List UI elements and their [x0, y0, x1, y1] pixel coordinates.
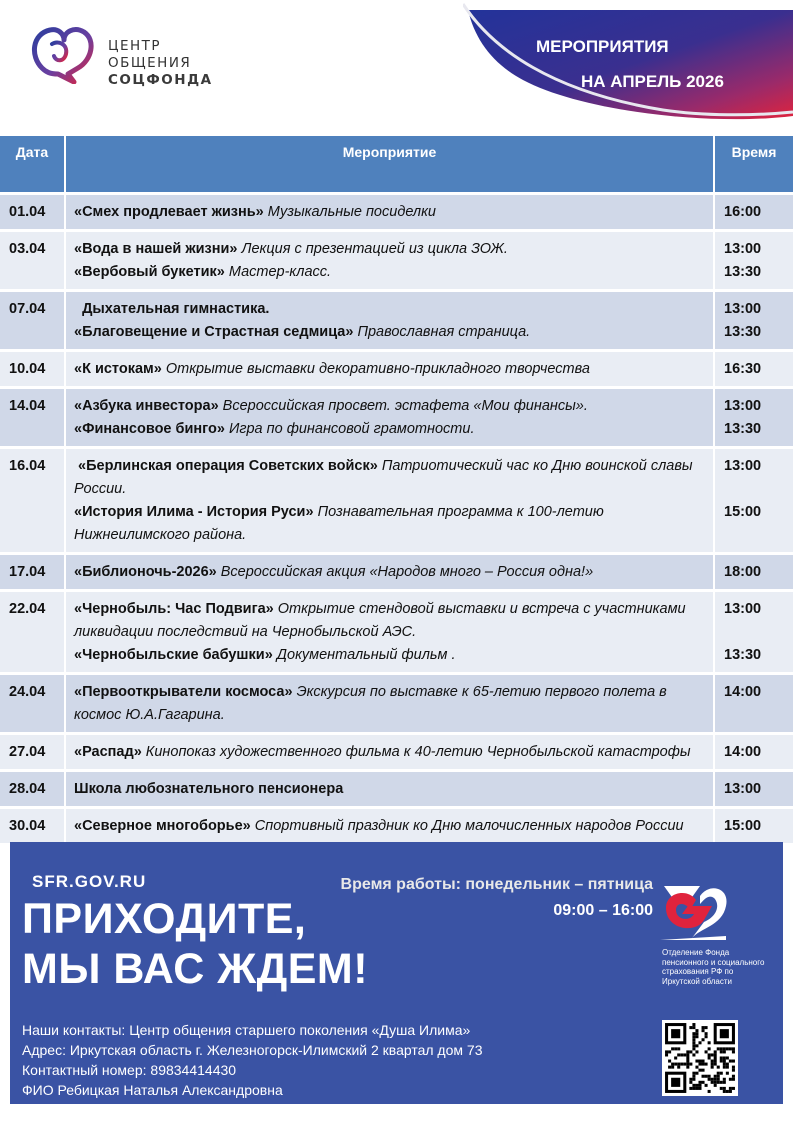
banner-line-2: НА АПРЕЛЬ 2026: [581, 72, 724, 91]
sfr-logo: [660, 878, 770, 1018]
table-body: [0, 193, 793, 843]
table-row: [0, 553, 793, 590]
event-time: 16:00: [724, 203, 762, 220]
event-time: 13:30: [724, 323, 762, 340]
event-title: Школа любознательного пенсионера: [74, 780, 344, 797]
event-cell: [65, 230, 714, 290]
event-date: 30.04: [0, 807, 65, 843]
logo-text: [108, 38, 213, 89]
event-date: 27.04: [0, 733, 65, 770]
event-time: 13:30: [724, 263, 762, 280]
event-time: 15:00: [724, 503, 762, 520]
event-item: [74, 418, 705, 441]
event-item: [74, 815, 705, 838]
website-link[interactable]: SFR.GOV.RU: [32, 872, 147, 891]
table-row: [0, 807, 793, 843]
event-cell: [65, 807, 714, 843]
event-time: 13:00: [724, 780, 762, 797]
event-item: [74, 561, 705, 584]
event-title: «Финансовое бинго»: [74, 420, 225, 437]
event-description: Всероссийская акция «Народов много – Россия одна!»: [216, 563, 594, 580]
event-date: 10.04: [0, 350, 65, 387]
slogan-line-2: МЫ ВАС ЖДЕМ!: [22, 945, 369, 993]
event-date: 16.04: [0, 447, 65, 553]
event-item: [74, 598, 705, 644]
event-description: Музыкальные посиделки: [263, 203, 436, 220]
event-item: [74, 395, 705, 418]
event-title: «Северное многоборье»: [74, 817, 251, 834]
event-date: 24.04: [0, 673, 65, 733]
column-header-event: Мероприятие: [65, 136, 714, 193]
contacts-person: ФИО Ребицкая Наталья Александровна: [22, 1082, 283, 1098]
logo-line: ЦЕНТР: [108, 38, 162, 54]
event-date: 22.04: [0, 590, 65, 673]
event-time-cell: [714, 770, 793, 807]
event-title: «Библионочь-2026»: [74, 563, 217, 580]
event-time-cell: [714, 447, 793, 553]
event-time: 13:00: [724, 397, 762, 414]
table-header-row: [0, 136, 793, 193]
contacts-block: [22, 1020, 482, 1100]
event-time: 13:30: [724, 646, 762, 663]
event-time: 13:00: [724, 240, 762, 257]
event-description: Открытие стендовой выставки и встреча с участниками ликвидации последствий на Чернобыльской АЭС.: [74, 600, 686, 640]
event-cell: [65, 193, 714, 230]
table-row: [0, 447, 793, 553]
event-time-cell: [714, 553, 793, 590]
event-time-cell: [714, 733, 793, 770]
event-time-cell: [714, 193, 793, 230]
event-time-cell: [714, 387, 793, 447]
event-item: [74, 501, 705, 547]
working-hours: [295, 872, 653, 924]
event-item: [74, 201, 705, 224]
event-title: «Чернобыльские бабушки»: [74, 646, 273, 663]
event-description: Документальный фильм .: [272, 646, 456, 663]
event-description: Мастер-класс.: [224, 263, 332, 280]
event-cell: [65, 770, 714, 807]
event-item: [74, 741, 705, 764]
event-description: Лекция с презентацией из цикла ЗОЖ.: [237, 240, 508, 257]
event-description: Православная страница.: [353, 323, 531, 340]
event-time: 15:00: [724, 817, 762, 834]
event-title: «Берлинская операция Советских войск»: [74, 457, 378, 474]
event-item: [74, 321, 705, 344]
event-cell: [65, 447, 714, 553]
event-title: «Смех продлевает жизнь»: [74, 203, 264, 220]
event-time: 14:00: [724, 743, 762, 760]
event-description: Всероссийская просвет. эстафета «Мои финансы».: [218, 397, 588, 414]
column-header-date: Дата: [0, 136, 65, 193]
logo-line: СОЦФОНДА: [108, 72, 213, 88]
event-item: [74, 238, 705, 261]
event-title: «Благовещение и Страстная седмица»: [74, 323, 354, 340]
table-row: [0, 387, 793, 447]
event-time: 13:00: [724, 300, 762, 317]
logo-line: ОБЩЕНИЯ: [108, 55, 192, 71]
event-title: «Вербовый букетик»: [74, 263, 225, 280]
event-title: «Вода в нашей жизни»: [74, 240, 238, 257]
event-description: Патриотический час ко Дню воинской славы России.: [74, 457, 693, 497]
footer-panel: [10, 842, 783, 1104]
event-item: [74, 298, 705, 321]
event-title: «Распад»: [74, 743, 142, 760]
slogan-line-1: ПРИХОДИТЕ,: [22, 895, 307, 943]
table-row: [0, 770, 793, 807]
event-cell: [65, 733, 714, 770]
event-cell: [65, 553, 714, 590]
table-row: [0, 673, 793, 733]
event-title: «Первооткрыватели космоса»: [74, 683, 293, 700]
event-item: [74, 681, 705, 727]
event-time: 13:00: [724, 457, 762, 474]
events-table: [0, 136, 793, 843]
event-title: «История Илима - История Руси»: [74, 503, 314, 520]
event-date: 07.04: [0, 290, 65, 350]
event-description: Спортивный праздник ко Дню малочисленных народов России: [250, 817, 684, 834]
table-row: [0, 193, 793, 230]
sfr-emblem-icon: [660, 878, 730, 944]
event-cell: [65, 590, 714, 673]
event-cell: [65, 350, 714, 387]
event-cell: [65, 290, 714, 350]
table-row: [0, 733, 793, 770]
event-item: [74, 644, 705, 667]
banner-line-1: МЕРОПРИЯТИЯ: [536, 37, 669, 56]
contacts-line: Наши контакты: Центр общения старшего поколения «Душа Илима»: [22, 1022, 471, 1038]
event-date: 01.04: [0, 193, 65, 230]
event-time-cell: [714, 290, 793, 350]
event-date: 17.04: [0, 553, 65, 590]
event-date: 14.04: [0, 387, 65, 447]
event-time: 14:00: [724, 683, 762, 700]
working-hours-label: Время работы: понедельник – пятница: [340, 876, 653, 893]
event-title: «Чернобыль: Час Подвига»: [74, 600, 274, 617]
event-time-cell: [714, 230, 793, 290]
event-time-cell: [714, 590, 793, 673]
event-date: 28.04: [0, 770, 65, 807]
event-title: Дыхательная гимнастика.: [74, 300, 270, 317]
event-item: [74, 455, 705, 501]
contacts-phone[interactable]: Контактный номер: 89834414430: [22, 1062, 237, 1078]
event-cell: [65, 387, 714, 447]
event-time: 18:00: [724, 563, 762, 580]
event-description: Кинопоказ художественного фильма к 40-летию Чернобыльской катастрофы: [141, 743, 691, 760]
qr-code-icon: [662, 1020, 738, 1096]
table-row: [0, 350, 793, 387]
event-description: Открытие выставки декоративно-прикладного творчества: [161, 360, 590, 377]
table-row: [0, 290, 793, 350]
header-banner: [463, 0, 793, 130]
event-item: [74, 261, 705, 284]
column-header-time: Время: [714, 136, 793, 193]
event-time-cell: [714, 350, 793, 387]
event-time-cell: [714, 673, 793, 733]
heart-chat-icon: [28, 22, 98, 84]
contacts-address: Адрес: Иркутская область г. Железногорск-Илимский 2 квартал дом 73: [22, 1042, 483, 1058]
event-date: 03.04: [0, 230, 65, 290]
event-item: [74, 358, 705, 381]
event-item: [74, 778, 705, 801]
event-time: 13:00: [724, 600, 762, 617]
event-time: 16:30: [724, 360, 762, 377]
event-description: Познавательная программа к 100-летию Нижнеилимского района.: [74, 503, 604, 543]
event-description: Экскурсия по выставке к 65-летию первого полета в космос Ю.А.Гагарина.: [74, 683, 667, 723]
table-row: [0, 590, 793, 673]
event-description: Игра по финансовой грамотности.: [224, 420, 475, 437]
event-cell: [65, 673, 714, 733]
event-title: «Азбука инвестора»: [74, 397, 219, 414]
socfond-center-logo: [28, 22, 248, 92]
qr-code[interactable]: [662, 1020, 738, 1096]
event-time: 13:30: [724, 420, 762, 437]
working-hours-time: 09:00 – 16:00: [553, 902, 653, 919]
event-time-cell: [714, 807, 793, 843]
sfr-caption: Отделение Фонда пенсионного и социального страхования РФ по Иркутской области: [662, 948, 765, 986]
table-row: [0, 230, 793, 290]
banner-title: [463, 0, 793, 130]
event-title: «К истокам»: [74, 360, 162, 377]
